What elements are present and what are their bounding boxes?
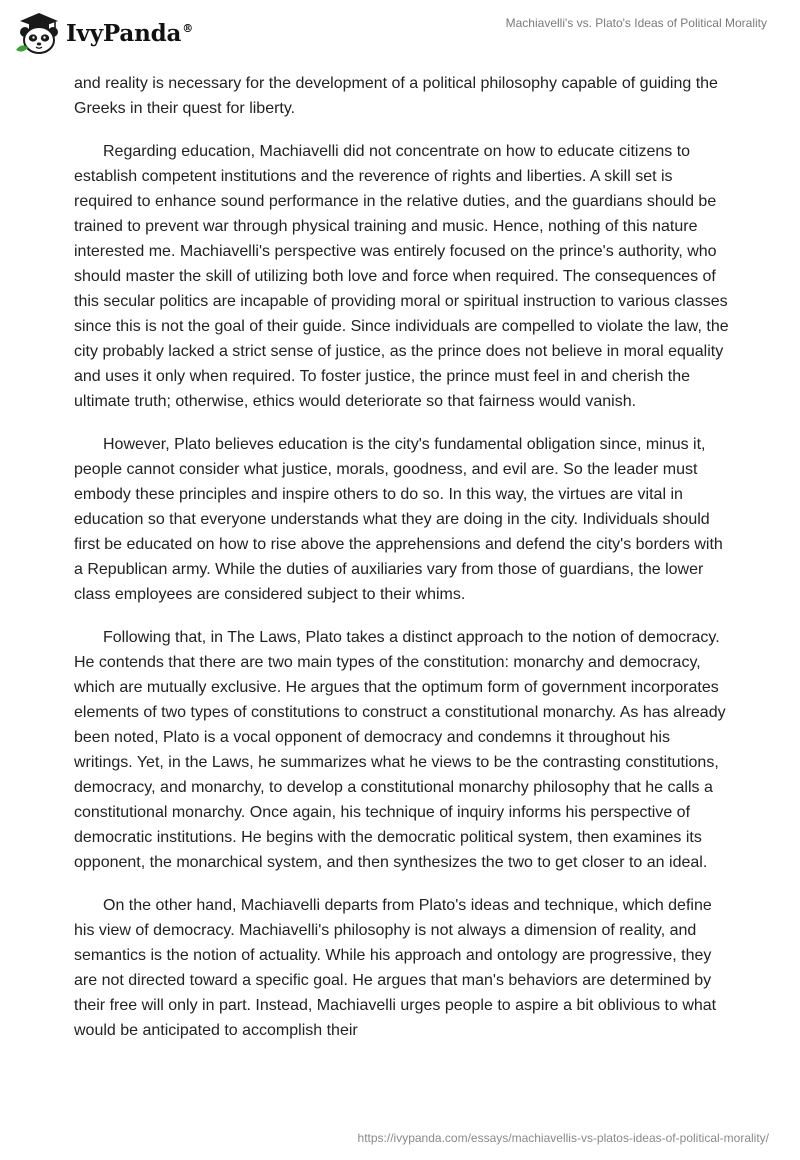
panda-graduation-cap-icon bbox=[14, 10, 62, 56]
brand-name bbox=[66, 20, 193, 47]
paragraph: Regarding education, Machiavelli did not concentrate on how to educate citizens to establish competent institutions and the reverence of rights and liberties. A skill set is required to enhance sound performance in the relative duties, and the guardians should be trained to prevent war through physical training and music. Hence, nothing of this nature interested me. Machiavelli's perspective was entirely focused on the prince's authority, who should master the skill of utilizing both love and force when required. The consequences of this secular politics are incapable of providing moral or spiritual instruction to various classes since this is not the goal of their guide. Since individuals are compelled to violate the law, the city probably lacked a strict sense of justice, as the prince does not believe in moral equality and uses it only when required. To foster justice, the prince must feel in and cherish the ultimate truth; otherwise, ethics would deteriorate so that fairness would vanish. bbox=[74, 143, 729, 410]
source-url[interactable]: https://ivypanda.com/essays/machiavellis-vs-platos-ideas-of-political-morality/ bbox=[357, 1131, 769, 1145]
page-header bbox=[0, 0, 800, 70]
paragraph: On the other hand, Machiavelli departs from Plato's ideas and technique, which define his view of democracy. Machiavelli's philosophy is not always a dimension of reality, and semantics is the notion of actuality. While his approach and ontology are progressive, they are not directed toward a specific goal. He argues that man's behaviors are determined by their free will only in part. Instead, Machiavelli urges people to aspire a bit oblivious to what would be anticipated to accomplish their bbox=[74, 897, 717, 1039]
paragraph-continuation: and reality is necessary for the development of a political philosophy capable of guiding the Greeks in their quest for liberty. bbox=[74, 75, 718, 117]
essay-body bbox=[74, 71, 730, 1061]
ivypanda-logo[interactable] bbox=[14, 10, 193, 56]
paragraph: However, Plato believes education is the city's fundamental obligation since, minus it, people cannot consider what justice, morals, goodness, and evil are. So the leader must embody these principles and inspire others to do so. In this way, the virtues are vital in education so that everyone understands what they are doing in the city. Individuals should first be educated on how to rise above the apprehensions and defend the city's borders with a Republican army. While the duties of auxiliaries vary from those of guardians, the lower class employees are considered subject to their whims. bbox=[74, 436, 723, 603]
paragraph: Following that, in The Laws, Plato takes a distinct approach to the notion of democracy. He contends that there are two main types of the constitution: monarchy and democracy, which are mutually exclusive. He argues that the optimum form of government incorporates elements of two types of constitutions to construct a constitutional monarchy. As has already been noted, Plato is a vocal opponent of democracy and condemns it throughout his writings. Yet, in the Laws, he summarizes what he views to be the contrasting constitutions, democracy, and monarchy, to develop a constitutional monarchy philosophy that he calls a constitutional monarchy. Once again, his technique of inquiry informs his perspective of democratic institutions. He begins with the democratic political system, then examines its opponent, the monarchical system, and then synthesizes the two to get closer to an ideal. bbox=[74, 629, 726, 871]
document-title: Machiavelli's vs. Plato's Ideas of Political Morality bbox=[505, 16, 767, 30]
brand-text: IvyPanda bbox=[66, 19, 182, 47]
registered-mark: ® bbox=[182, 21, 193, 35]
